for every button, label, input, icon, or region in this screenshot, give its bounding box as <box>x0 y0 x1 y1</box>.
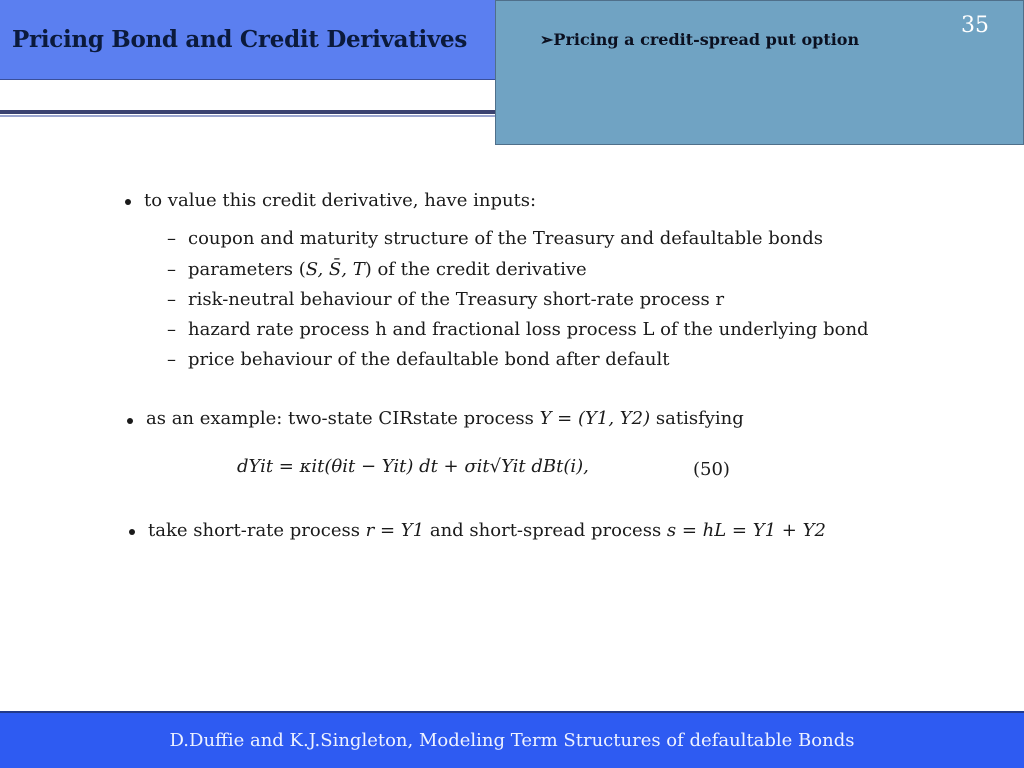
slide-title: Pricing Bond and Credit Derivatives <box>12 26 468 53</box>
footer-bar <box>0 711 1024 768</box>
short-spread-math: s = hL = Y1 + Y2 <box>666 520 826 541</box>
subitem-parameters <box>188 259 587 280</box>
subitem-default-behaviour: price behaviour of the defaultable bond after default <box>188 349 670 370</box>
subitem-parameters-suffix: ) of the credit derivative <box>364 259 587 280</box>
dash-icon: – <box>167 349 176 370</box>
bullet-short-rate <box>148 520 826 541</box>
dash-icon: – <box>167 259 176 280</box>
slide-number: 35 <box>961 13 989 38</box>
footer-citation: D.Duffie and K.J.Singleton, Modeling Term Structures of defaultable Bonds <box>169 730 855 751</box>
bullet-example-suffix: satisfying <box>650 408 744 429</box>
dash-icon: – <box>167 228 176 249</box>
equation-number: (50) <box>693 459 730 480</box>
bullet-inputs: to value this credit derivative, have inputs: <box>144 190 537 211</box>
bullet-dot-icon <box>129 529 135 535</box>
bullet-short-rate-prefix: take short-rate process <box>148 520 366 541</box>
bullet-example-prefix: as an example: two-state CIRstate process <box>146 408 540 429</box>
cir-process-math: Y = (Y1, Y2) <box>539 408 651 429</box>
bullet-example <box>146 408 744 429</box>
cir-equation: dYit = κit(θit − Yit) dt + σit√Yit dBt(i), <box>237 456 589 477</box>
parameters-math: S, S̄, T <box>305 259 365 280</box>
subitem-parameters-prefix: parameters ( <box>188 259 306 280</box>
bullet-dot-icon <box>127 418 133 424</box>
subtitle-text: Pricing a credit-spread put option <box>553 30 860 49</box>
bullet-dot-icon <box>125 199 131 205</box>
subitem-coupon: coupon and maturity structure of the Treasury and defaultable bonds <box>188 228 823 249</box>
dash-icon: – <box>167 319 176 340</box>
subitem-short-rate: risk-neutral behaviour of the Treasury short-rate process r <box>188 289 725 310</box>
arrow-bullet-icon: ➢ <box>540 30 554 49</box>
short-rate-math: r = Y1 <box>365 520 425 541</box>
dash-icon: – <box>167 289 176 310</box>
subitem-hazard-rate: hazard rate process h and fractional loss process L of the underlying bond <box>188 319 869 340</box>
bullet-short-rate-mid: and short-spread process <box>424 520 667 541</box>
